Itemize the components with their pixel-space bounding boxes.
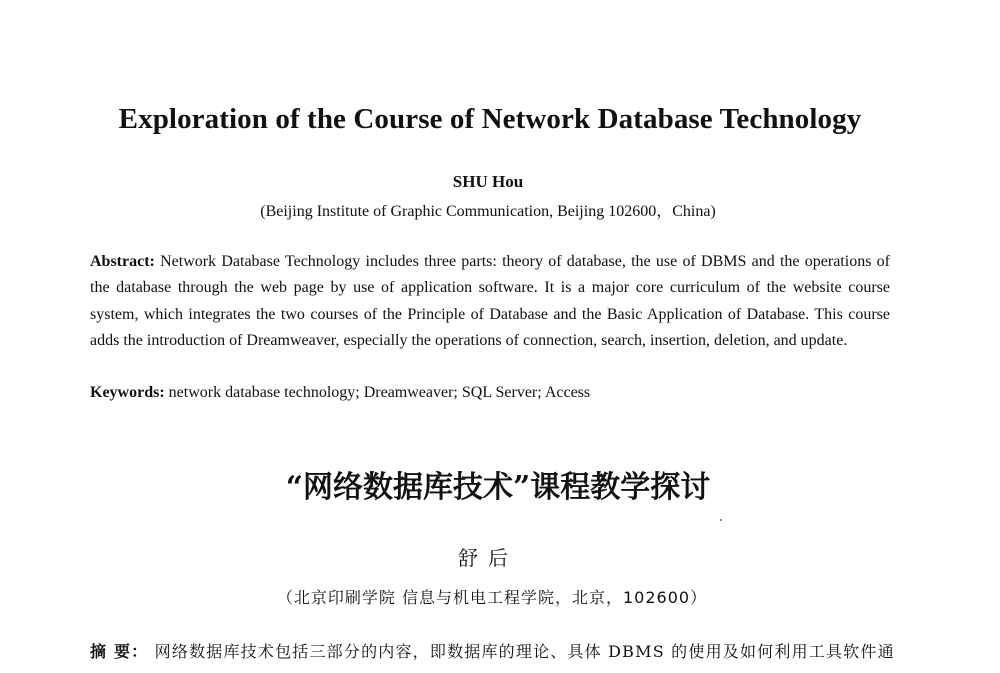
chinese-title: “网络数据库技术”课程教学探讨 — [285, 470, 711, 505]
abstract-label: Abstract: — [90, 253, 155, 270]
chinese-abstract-label: 摘 要： — [90, 642, 149, 661]
english-keywords — [90, 382, 890, 404]
english-affiliation: (Beijing Institute of Graphic Communication, Beijing 102600，China) — [260, 203, 716, 220]
english-abstract — [90, 249, 890, 354]
scan-speck — [720, 519, 722, 521]
chinese-abstract-text: 网络数据库技术包括三部分的内容，即数据库的理论、具体 DBMS 的使用及如何利用工具软件通 — [154, 642, 895, 661]
keywords-text: network database technology; Dreamweaver; SQL Server; Access — [168, 384, 591, 401]
english-title: Exploration of the Course of Network Database Technology — [118, 103, 862, 135]
chinese-affiliation: （北京印刷学院 信息与机电工程学院，北京，102600） — [276, 588, 708, 607]
english-author: SHU Hou — [452, 172, 524, 191]
chinese-abstract — [90, 638, 900, 666]
chinese-author: 舒后 — [458, 546, 518, 570]
keywords-label: Keywords: — [90, 384, 165, 401]
abstract-text: Network Database Technology includes three parts: theory of database, the use of DBMS and the operations of the database through the web page by use of application software. It is a major core curriculum of the website course system, which integrates the two courses of the Principle of Database and the Basic Application of Database. This course adds the introduction of Dreamweaver, especially the operations of connection, search, insertion, deletion, and update. — [90, 253, 891, 349]
